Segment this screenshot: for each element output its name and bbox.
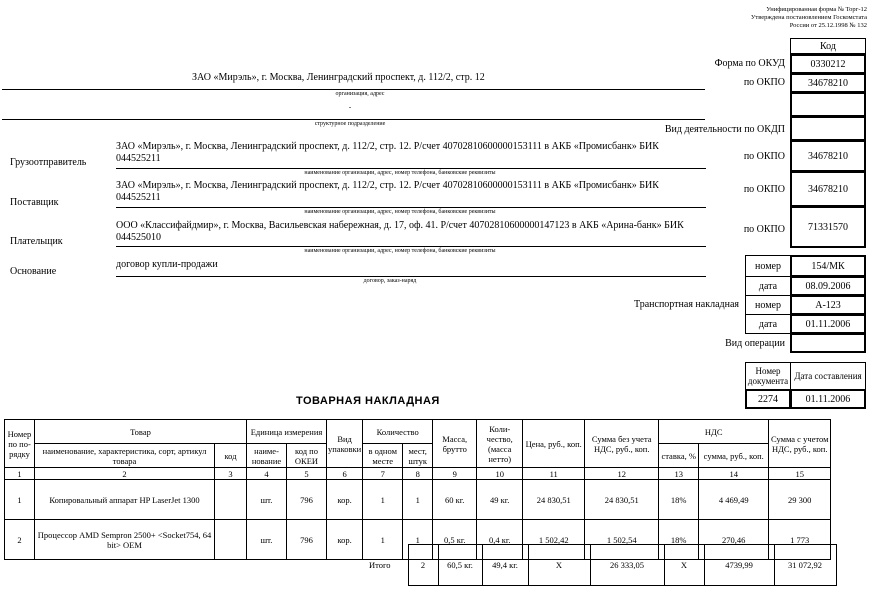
col-number: 4 xyxy=(247,468,287,480)
col-number: 15 xyxy=(769,468,831,480)
total-places: 2 xyxy=(408,545,438,586)
stamp-line-1: Унифицированная форма № Торг-12 xyxy=(766,6,867,13)
cell: 18% xyxy=(659,480,699,520)
payer-caption: наименование организации, адрес, номер телефона, банковские реквизиты xyxy=(304,248,496,254)
cell: 1 502,42 xyxy=(523,520,585,560)
totals-table xyxy=(352,544,837,586)
cell: 1 xyxy=(363,520,403,560)
cell: 24 830,51 xyxy=(523,480,585,520)
basis-text: договор купли-продажи xyxy=(116,259,218,270)
cell: кор. xyxy=(327,520,363,560)
cell: кор. xyxy=(327,480,363,520)
shipper-text: ЗАО «Мирэль», г. Москва, Ленинградский проспект, д. 112/2, стр. 12. Р/счет 40702810600000153111 в АКБ «Промисбанк» БИК 044525211 xyxy=(116,141,659,164)
cell: 1 xyxy=(403,480,433,520)
okpo-org-label: по ОКПО xyxy=(743,77,785,88)
okpo-payer-code: 71331570 xyxy=(790,206,866,248)
col-number: 8 xyxy=(403,468,433,480)
header-mass: Масса, брутто xyxy=(433,420,477,468)
col-number: 5 xyxy=(287,468,327,480)
form-stamp xyxy=(697,6,867,30)
payer-label: Плательщик xyxy=(10,236,63,247)
transport-label: Транспортная накладная xyxy=(634,299,739,310)
header-package: Вид упаковки xyxy=(327,420,363,468)
header-qty-one-place: в одном месте xyxy=(363,444,403,468)
header-goods-code: код xyxy=(215,444,247,468)
column-number-row xyxy=(5,468,831,480)
doc-number: 2274 xyxy=(745,389,791,409)
cell: 49 кг. xyxy=(477,480,523,520)
transport-number: А-123 xyxy=(790,295,866,315)
okpo-supplier-label: по ОКПО xyxy=(743,184,785,195)
code-header: Код xyxy=(790,38,866,54)
organization-caption: организация, адрес xyxy=(335,91,385,97)
col-number: 13 xyxy=(659,468,699,480)
cell: 60 кг. xyxy=(433,480,477,520)
cell: 796 xyxy=(287,480,327,520)
col-number: 9 xyxy=(433,468,477,480)
table-row xyxy=(5,480,831,520)
header-price: Цена, руб., коп. xyxy=(523,420,585,468)
basis-caption: договор, заказ-наряд xyxy=(363,278,417,284)
header-unit-name: наиме-нование xyxy=(247,444,287,468)
cell xyxy=(215,520,247,560)
cell: 0,4 кг. xyxy=(477,520,523,560)
cell: 270,46 xyxy=(699,520,769,560)
okdp-code xyxy=(790,116,866,141)
total-net: 49,4 кг. xyxy=(482,545,528,586)
shipper-label: Грузоотправитель xyxy=(10,157,87,168)
transport-date: 01.11.2006 xyxy=(790,314,866,334)
cell: Процессор AMD Sempron 2500+ <Socket754, 64 bit> OEM xyxy=(35,520,215,560)
total-sum-with-vat: 31 072,92 xyxy=(774,545,836,586)
shipper-caption: наименование организации, адрес, номер телефона, банковские реквизиты xyxy=(304,170,496,176)
cell: 24 830,51 xyxy=(585,480,659,520)
cell: 0,5 кг. xyxy=(433,520,477,560)
header-number: Номер по по-рядку xyxy=(5,420,35,468)
col-number: 12 xyxy=(585,468,659,480)
col-number: 2 xyxy=(35,468,215,480)
cell: 1 773 xyxy=(769,520,831,560)
transport-number-label: номер xyxy=(745,295,791,315)
total-sum-no-vat: 26 333,05 xyxy=(590,545,664,586)
doc-date: 01.11.2006 xyxy=(790,389,866,409)
cell: 1 xyxy=(5,480,35,520)
header-sum-with-vat: Сумма с учетом НДС, руб., коп. xyxy=(769,420,831,468)
cell: шт. xyxy=(247,520,287,560)
supplier-caption: наименование организации, адрес, номер телефона, банковские реквизиты xyxy=(304,209,496,215)
cell: 1 xyxy=(403,520,433,560)
okpo-payer-label: по ОКПО xyxy=(743,224,785,235)
total-price: X xyxy=(528,545,590,586)
doc-number-header: Номер документа xyxy=(745,362,791,390)
operation-code xyxy=(790,333,866,353)
cell: 4 469,49 xyxy=(699,480,769,520)
transport-date-label: дата xyxy=(745,314,791,334)
subdivision-caption: структурное подразделение xyxy=(314,121,386,127)
blank-code-1 xyxy=(790,92,866,117)
okpo-shipper-label: по ОКПО xyxy=(743,151,785,162)
okpo-supplier-code: 34678210 xyxy=(790,171,866,207)
cell: Копировальный аппарат HP LaserJet 1300 xyxy=(35,480,215,520)
okud-label: Форма по ОКУД xyxy=(714,58,785,69)
stamp-line-2: Утверждена постановлением Госкомстата xyxy=(750,14,867,21)
col-number: 7 xyxy=(363,468,403,480)
col-number: 6 xyxy=(327,468,363,480)
operation-label: Вид операции xyxy=(725,338,785,349)
cell xyxy=(215,480,247,520)
cell: 1 xyxy=(363,480,403,520)
header-vat: НДС xyxy=(659,420,769,444)
header-vat-sum: сумма, руб., коп. xyxy=(699,444,769,468)
cell: шт. xyxy=(247,480,287,520)
col-number: 10 xyxy=(477,468,523,480)
cell: 796 xyxy=(287,520,327,560)
subdivision-dash: - xyxy=(348,103,352,111)
organization-text: ЗАО «Мирэль», г. Москва, Ленинградский проспект, д. 112/2, стр. 12 xyxy=(192,72,485,83)
header-unit: Единица измерения xyxy=(247,420,327,444)
header-net: Коли-чество, (масса нетто) xyxy=(477,420,523,468)
document-title: ТОВАРНАЯ НАКЛАДНАЯ xyxy=(296,395,440,407)
col-number: 3 xyxy=(215,468,247,480)
total-mass: 60,5 кг. xyxy=(438,545,482,586)
cell: 18% xyxy=(659,520,699,560)
header-vat-rate: ставка, % xyxy=(659,444,699,468)
total-vat-sum: 4739,99 xyxy=(704,545,774,586)
payer-text: ООО «Классифайдмир», г. Москва, Васильевская набережная, д. 17, оф. 41. Р/счет 40702810600000147123 в АКБ «Арина-банк» БИК 044525010 xyxy=(116,220,684,243)
header-sum-no-vat: Сумма без учета НДС, руб., коп. xyxy=(585,420,659,468)
col-number: 1 xyxy=(5,468,35,480)
stamp-line-3: России от 25.12.1998 № 132 xyxy=(789,22,867,29)
header-unit-okei: код по ОКЕИ xyxy=(287,444,327,468)
supplier-text: ЗАО «Мирэль», г. Москва, Ленинградский проспект, д. 112/2, стр. 12. Р/счет 40702810600000153111 в АКБ «Промисбанк» БИК 044525211 xyxy=(116,180,659,203)
cell: 2 xyxy=(5,520,35,560)
header-quantity: Количество xyxy=(363,420,433,444)
header-qty-places: мест, штук xyxy=(403,444,433,468)
basis-number: 154/МК xyxy=(790,255,866,277)
basis-number-label: номер xyxy=(745,255,791,277)
total-vat-rate: X xyxy=(664,545,704,586)
basis-date-label: дата xyxy=(745,276,791,296)
basis-date: 08.09.2006 xyxy=(790,276,866,296)
col-number: 14 xyxy=(699,468,769,480)
header-goods: Товар xyxy=(35,420,247,444)
okud-code: 0330212 xyxy=(790,54,866,74)
basis-label: Основание xyxy=(10,266,57,277)
goods-table xyxy=(4,419,831,560)
cell: 29 300 xyxy=(769,480,831,520)
okpo-org-code: 34678210 xyxy=(790,73,866,93)
col-number: 11 xyxy=(523,468,585,480)
okdp-label: Вид деятельности по ОКДП xyxy=(664,124,785,135)
doc-date-header: Дата составления xyxy=(790,362,866,390)
header-goods-name: наименование, характеристика, сорт, артикул товара xyxy=(35,444,215,468)
supplier-label: Поставщик xyxy=(10,197,59,208)
okpo-shipper-code: 34678210 xyxy=(790,140,866,172)
total-label: Итого xyxy=(368,560,391,570)
cell: 1 502,54 xyxy=(585,520,659,560)
